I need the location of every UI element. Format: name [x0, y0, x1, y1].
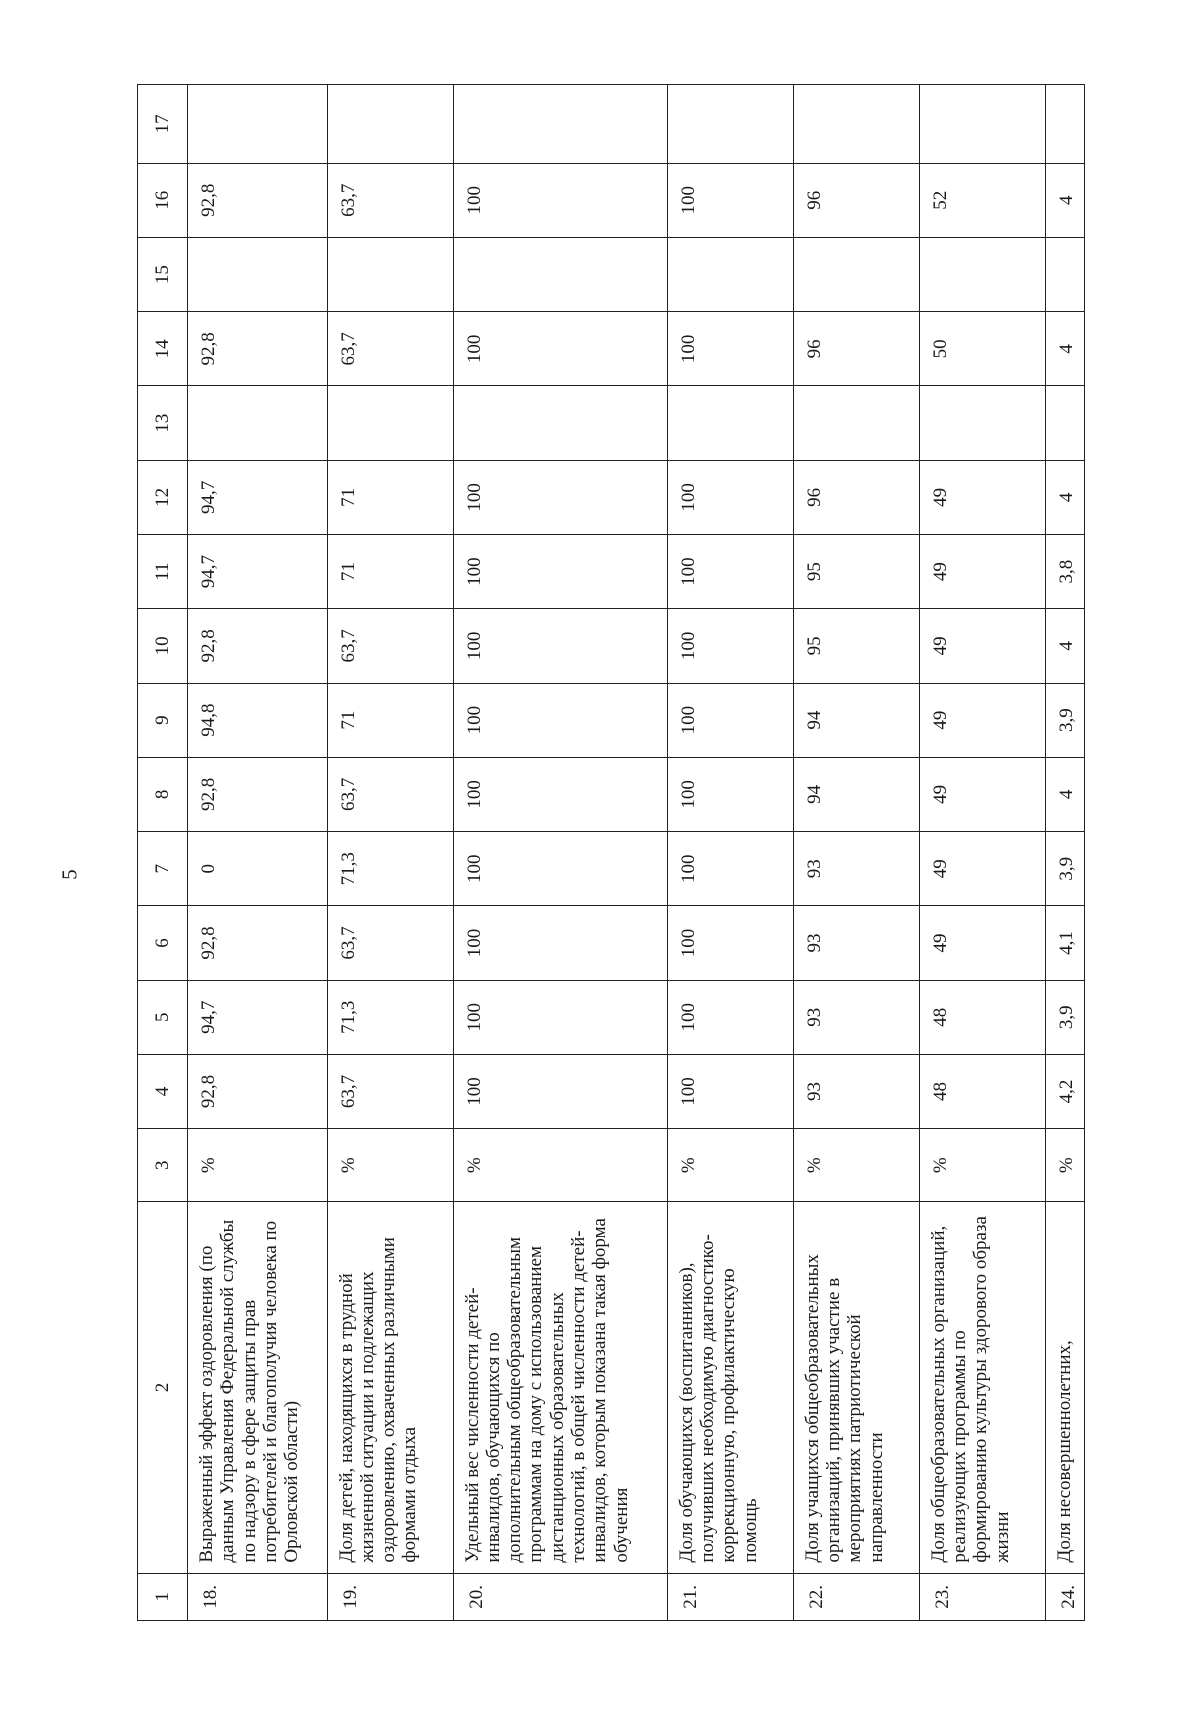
value-cell: 52: [919, 163, 1045, 237]
value-cell: 100: [667, 757, 793, 831]
value-cell: 94: [793, 683, 919, 757]
value-cell: 100: [667, 980, 793, 1054]
indicator-name: Доля общеобразовательных организаций, реализующих программы по формированию культуры здорового образа жизни: [919, 1202, 1045, 1573]
value-cell: 94,7: [188, 534, 327, 608]
value-cell: [188, 85, 327, 164]
table-row: [667, 85, 793, 1621]
column-header: 2: [138, 1202, 188, 1573]
value-cell: 63,7: [327, 312, 453, 386]
value-cell: 100: [453, 534, 667, 608]
table-row: [188, 85, 327, 1621]
value-cell: 100: [453, 163, 667, 237]
value-cell: [327, 85, 453, 164]
table-row: [453, 85, 667, 1621]
value-cell: 95: [793, 609, 919, 683]
column-header: 11: [138, 534, 188, 608]
value-cell: 95: [793, 534, 919, 608]
column-header: 8: [138, 757, 188, 831]
value-cell: 92,8: [188, 1054, 327, 1128]
value-cell: 3,9: [1045, 980, 1084, 1054]
value-cell: 94,8: [188, 683, 327, 757]
value-cell: [667, 237, 793, 311]
column-header: 5: [138, 980, 188, 1054]
column-header: 16: [138, 163, 188, 237]
value-cell: [327, 386, 453, 460]
value-cell: 100: [453, 906, 667, 980]
value-cell: 100: [667, 683, 793, 757]
value-cell: 49: [919, 460, 1045, 534]
value-cell: 63,7: [327, 163, 453, 237]
value-cell: 100: [453, 980, 667, 1054]
value-cell: [919, 386, 1045, 460]
value-cell: 63,7: [327, 757, 453, 831]
value-cell: 93: [793, 906, 919, 980]
value-cell: 49: [919, 609, 1045, 683]
value-cell: [667, 386, 793, 460]
value-cell: 94: [793, 757, 919, 831]
indicator-name: Доля детей, находящихся в трудной жизненной ситуации и подлежащих оздоровлению, охваченных различными формами отдыха: [327, 1202, 453, 1573]
table-row: [327, 85, 453, 1621]
value-cell: 71,3: [327, 832, 453, 906]
indicator-name: Удельный вес численности детей-инвалидов, обучающихся по дополнительным общеобразовательным программам на дому с использованием дистанционных образовательных технологий, в общей численности детей-инвалидов, которым показана такая форма обучения: [453, 1202, 667, 1573]
value-cell: 94,7: [188, 980, 327, 1054]
table-row: [919, 85, 1045, 1621]
value-cell: [1045, 85, 1084, 164]
row-number: 18.: [188, 1573, 327, 1620]
value-cell: 63,7: [327, 1054, 453, 1128]
value-cell: [793, 85, 919, 164]
value-cell: [1045, 237, 1084, 311]
value-cell: 100: [667, 163, 793, 237]
table-header-row: [138, 85, 188, 1621]
value-cell: 4: [1045, 163, 1084, 237]
row-number: 20.: [453, 1573, 667, 1620]
value-cell: 4: [1045, 312, 1084, 386]
value-cell: 71: [327, 460, 453, 534]
value-cell: 100: [667, 460, 793, 534]
column-header: 13: [138, 386, 188, 460]
value-cell: 100: [453, 460, 667, 534]
value-cell: [1045, 386, 1084, 460]
value-cell: 63,7: [327, 906, 453, 980]
value-cell: [793, 386, 919, 460]
value-cell: 100: [453, 832, 667, 906]
row-number: 23.: [919, 1573, 1045, 1620]
unit-cell: %: [327, 1129, 453, 1202]
value-cell: 100: [667, 609, 793, 683]
value-cell: 100: [453, 609, 667, 683]
value-cell: 92,8: [188, 609, 327, 683]
value-cell: 3,9: [1045, 832, 1084, 906]
value-cell: [919, 85, 1045, 164]
indicator-name: Доля учащихся общеобразовательных организаций, принявших участие в мероприятиях патриотической направленности: [793, 1202, 919, 1573]
row-number: 19.: [327, 1573, 453, 1620]
value-cell: 48: [919, 1054, 1045, 1128]
unit-cell: %: [453, 1129, 667, 1202]
column-header: 1: [138, 1573, 188, 1620]
value-cell: [188, 386, 327, 460]
value-cell: 92,8: [188, 906, 327, 980]
value-cell: 49: [919, 832, 1045, 906]
value-cell: 49: [919, 534, 1045, 608]
value-cell: 49: [919, 906, 1045, 980]
page-number: 5: [57, 869, 82, 880]
value-cell: 48: [919, 980, 1045, 1054]
value-cell: 49: [919, 757, 1045, 831]
value-cell: 93: [793, 1054, 919, 1128]
value-cell: 96: [793, 460, 919, 534]
row-number: 21.: [667, 1573, 793, 1620]
value-cell: 71: [327, 534, 453, 608]
row-number: 22.: [793, 1573, 919, 1620]
column-header: 17: [138, 85, 188, 164]
value-cell: 4,1: [1045, 906, 1084, 980]
value-cell: 4: [1045, 757, 1084, 831]
value-cell: 63,7: [327, 609, 453, 683]
rotated-table-container: [137, 84, 1085, 1621]
value-cell: [667, 85, 793, 164]
value-cell: 94,7: [188, 460, 327, 534]
value-cell: 71: [327, 683, 453, 757]
column-header: 10: [138, 609, 188, 683]
value-cell: [919, 237, 1045, 311]
value-cell: [453, 237, 667, 311]
value-cell: [453, 386, 667, 460]
value-cell: 100: [667, 906, 793, 980]
unit-cell: %: [188, 1129, 327, 1202]
unit-cell: %: [1045, 1129, 1084, 1202]
column-header: 12: [138, 460, 188, 534]
column-header: 9: [138, 683, 188, 757]
value-cell: 92,8: [188, 757, 327, 831]
value-cell: 100: [453, 683, 667, 757]
value-cell: [327, 237, 453, 311]
value-cell: 92,8: [188, 163, 327, 237]
table-row: [1045, 85, 1084, 1621]
value-cell: 4: [1045, 460, 1084, 534]
column-header: 6: [138, 906, 188, 980]
unit-cell: %: [919, 1129, 1045, 1202]
column-header: 4: [138, 1054, 188, 1128]
value-cell: 100: [667, 832, 793, 906]
column-header: 14: [138, 312, 188, 386]
value-cell: 71,3: [327, 980, 453, 1054]
row-number: 24.: [1045, 1573, 1084, 1620]
value-cell: [793, 237, 919, 311]
value-cell: 92,8: [188, 312, 327, 386]
indicator-name: Выраженный эффект оздоровления (по данным Управления Федеральной службы по надзору в сфере защиты прав потребителей и благополучия человека по Орловской области): [188, 1202, 327, 1573]
indicators-table: [137, 84, 1085, 1621]
value-cell: 50: [919, 312, 1045, 386]
column-header: 7: [138, 832, 188, 906]
indicator-name: Доля несовершеннолетних,: [1045, 1202, 1084, 1573]
value-cell: 3,8: [1045, 534, 1084, 608]
value-cell: 100: [453, 1054, 667, 1128]
value-cell: 100: [453, 312, 667, 386]
value-cell: 100: [667, 1054, 793, 1128]
value-cell: 93: [793, 832, 919, 906]
unit-cell: %: [667, 1129, 793, 1202]
value-cell: [453, 85, 667, 164]
value-cell: 49: [919, 683, 1045, 757]
value-cell: [188, 237, 327, 311]
value-cell: 100: [453, 757, 667, 831]
value-cell: 0: [188, 832, 327, 906]
unit-cell: %: [793, 1129, 919, 1202]
value-cell: 93: [793, 980, 919, 1054]
column-header: 15: [138, 237, 188, 311]
value-cell: 100: [667, 534, 793, 608]
value-cell: 4: [1045, 609, 1084, 683]
value-cell: 4,2: [1045, 1054, 1084, 1128]
column-header: 3: [138, 1129, 188, 1202]
table-row: [793, 85, 919, 1621]
value-cell: 96: [793, 312, 919, 386]
value-cell: 96: [793, 163, 919, 237]
indicator-name: Доля обучающихся (воспитанников), получивших необходимую диагностико-коррекционную, профилактическую помощь: [667, 1202, 793, 1573]
value-cell: 100: [667, 312, 793, 386]
value-cell: 3,9: [1045, 683, 1084, 757]
